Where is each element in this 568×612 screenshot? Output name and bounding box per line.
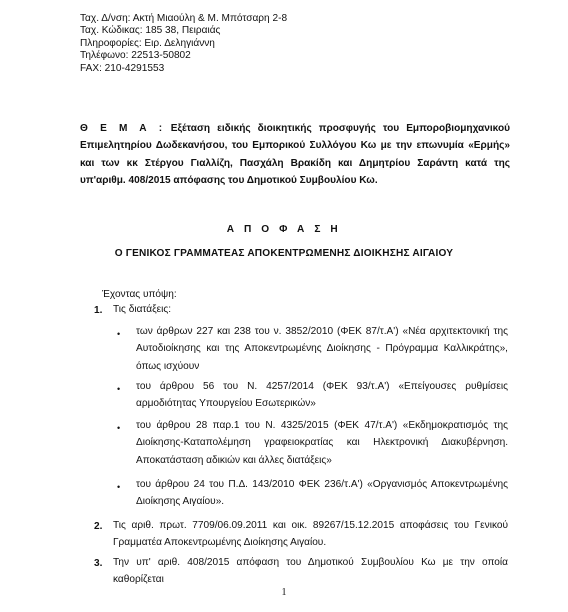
- subject-text: Εξέταση ειδικής διοικητικής προσφυγής του Εμπορoβιομηχανικού Επιμελητηρίου Δωδεκανήσου, του Εμπορικού Συλλόγου Κω με την επωνυμία «Ερμής» και των κκ Στέργου Γιαλλίζη, Πασχάλη Βρακίδη και Δημητρίου Σαράντη κατά της υπ'αριθμ. 408/2015 απόφασης του Δημοτικού Συμβουλίου Κω.: [80, 123, 510, 186]
- item-text: Τις διατάξεις:: [113, 304, 172, 315]
- postal-code-line: Ταχ. Κώδικας: 185 38, Πειραιάς: [80, 25, 221, 37]
- bullet-text: του άρθρου 56 του Ν. 4257/2014 (ΦΕΚ 93/τ.Α') «Επείγουσες ρυθμίσεις αρμοδιότητας Υπουργείου Εσωτερικών»: [136, 381, 508, 410]
- bullet-text: των άρθρων 227 και 238 του ν. 3852/2010 (ΦΕΚ 87/τ.Α') «Νέα αρχιτεκτονική της Αυτοδιοίκησης και της Αποκεντρωμένης Διοίκησης - Πρόγραμμα Καλλικράτης», όπως ισχύουν: [136, 326, 508, 372]
- bullet-symbol: •: [117, 482, 121, 492]
- bullet-text: του άρθρου 24 του Π.Δ. 143/2010 ΦΕΚ 236/τ.Α') «Οργανισμός Αποκεντρωμένης Διοίκησης Αιγαίου».: [136, 479, 508, 508]
- item-number: 1.: [94, 305, 103, 316]
- phone-line: Τηλέφωνο: 22513-50802: [80, 50, 191, 62]
- bullet-symbol: •: [117, 423, 121, 433]
- fax-line: FAX: 210-4291553: [80, 62, 165, 74]
- bullet-symbol: •: [117, 329, 121, 339]
- item-text: Τις αριθ. πρωτ. 7709/06.09.2011 και οικ. 89267/15.12.2015 αποφάσεις του Γενικού Γραμματέα Αποκεντρωμένης Διοίκησης Αιγαίου.: [113, 520, 508, 549]
- having-regard-label: Έχοντας υπόψη:: [102, 289, 177, 300]
- subject-paragraph: [80, 120, 510, 189]
- authority-heading: Ο ΓΕΝΙΚΟΣ ΓΡΑΜΜΑΤΕΑΣ ΑΠΟΚΕΝΤΡΩΜΕΝΗΣ ΔΙΟΙΚΗΣΗΣ ΑΙΓΑΙΟΥ: [114, 248, 454, 259]
- address-block: [80, 13, 287, 75]
- bullet-symbol: •: [117, 384, 121, 394]
- decision-title: Α Π Ο Φ Α Σ Η: [226, 224, 342, 235]
- subject-lead: Θ Ε Μ Α :: [80, 123, 165, 134]
- information-line: Πληροφορίες: Ειρ. Δεληγιάννη: [80, 37, 215, 49]
- item-text: Την υπ' αριθ. 408/2015 απόφαση του Δημοτικού Συμβουλίου Κω με την οποία καθορίζεται: [113, 557, 508, 586]
- bullet-text: του άρθρου 28 παρ.1 του Ν. 4325/2015 (ΦΕΚ 47/τ.Α') «Εκδημοκρατισμός της Διοίκησης-Καταπολέμηση γραφειοκρατίας και Ηλεκτρονική Διακυβέρνηση. Αποκατάσταση αδικιών και άλλες διατάξεις»: [136, 420, 508, 466]
- item-number: 2.: [94, 521, 103, 532]
- page-number: 1: [281, 587, 287, 598]
- address-line: Ταχ. Δ/νση: Ακτή Μιαούλη & Μ. Μπότσαρη 2-8: [80, 13, 288, 24]
- item-number: 3.: [94, 558, 103, 569]
